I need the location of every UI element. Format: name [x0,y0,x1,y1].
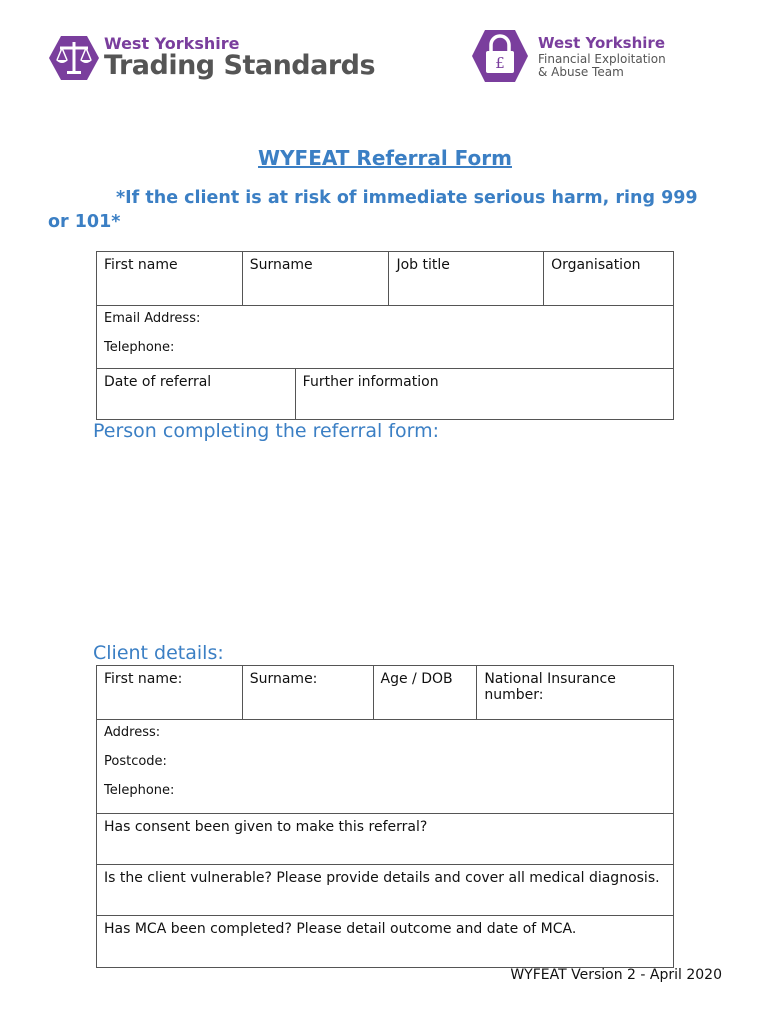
referrer-organisation-label: Organisation [551,257,641,273]
version-footer: WYFEAT Version 2 - April 2020 [510,967,722,983]
client-ni-number-field[interactable] [477,666,674,720]
referrer-contact-field[interactable] [97,306,674,369]
scales-of-justice-icon [48,34,100,82]
client-first-name-label: First name: [104,671,183,687]
referrer-details-table [96,251,674,369]
logo-right-line3: & Abuse Team [538,65,624,79]
client-details-heading: Client details: [93,642,224,664]
date-of-referral-field[interactable] [97,369,296,420]
client-first-name-field[interactable] [97,666,243,720]
page-title: WYFEAT Referral Form [258,146,512,170]
referrer-surname-label: Surname [249,257,313,273]
emergency-warning: *If the client is at risk of immediate serious harm, ring 999 or 101* [48,188,698,232]
wyfeat-logo [470,28,710,88]
client-ni-number-label: National Insurance number: [484,671,616,703]
consent-field[interactable] [97,814,674,865]
client-address-label: Address: [104,725,161,740]
logo-right-line2: Financial Exploitation [538,52,666,66]
referrer-job-title-label: Job title [396,257,450,273]
further-information-field[interactable] [295,369,673,420]
logo-left-line2: Trading Standards [104,50,376,81]
client-telephone-label: Telephone: [104,783,175,798]
client-postcode-label: Postcode: [104,754,167,769]
client-age-dob-field[interactable] [373,666,477,720]
referrer-telephone-label: Telephone: [104,340,175,355]
padlock-pound-icon [470,28,530,84]
client-details-table [96,665,674,968]
referrer-first-name-label: First name [104,257,178,273]
referral-meta-table [96,368,674,420]
vulnerable-field[interactable] [97,865,674,916]
referrer-job-title-field[interactable] [389,252,544,306]
trading-standards-logo [48,32,398,88]
client-address-field[interactable] [97,720,674,814]
consent-question: Has consent been given to make this referral? [104,819,428,835]
client-surname-label: Surname: [249,671,318,687]
mca-field[interactable] [97,916,674,968]
svg-text:£: £ [495,54,505,72]
person-completing-heading: Person completing the referral form: [93,420,439,442]
referrer-first-name-field[interactable] [97,252,243,306]
referrer-organisation-field[interactable] [544,252,674,306]
client-surname-field[interactable] [242,666,373,720]
logo-right-line1: West Yorkshire [538,34,665,52]
referrer-surname-field[interactable] [242,252,389,306]
date-of-referral-label: Date of referral [104,374,212,390]
vulnerable-question: Is the client vulnerable? Please provide details and cover all medical diagnosis. [104,870,660,886]
mca-question: Has MCA been completed? Please detail outcome and date of MCA. [104,921,577,937]
client-age-dob-label: Age / DOB [380,671,453,687]
referrer-email-label: Email Address: [104,311,201,326]
logo-left-line1: West Yorkshire [104,34,240,53]
further-information-label: Further information [302,374,439,390]
